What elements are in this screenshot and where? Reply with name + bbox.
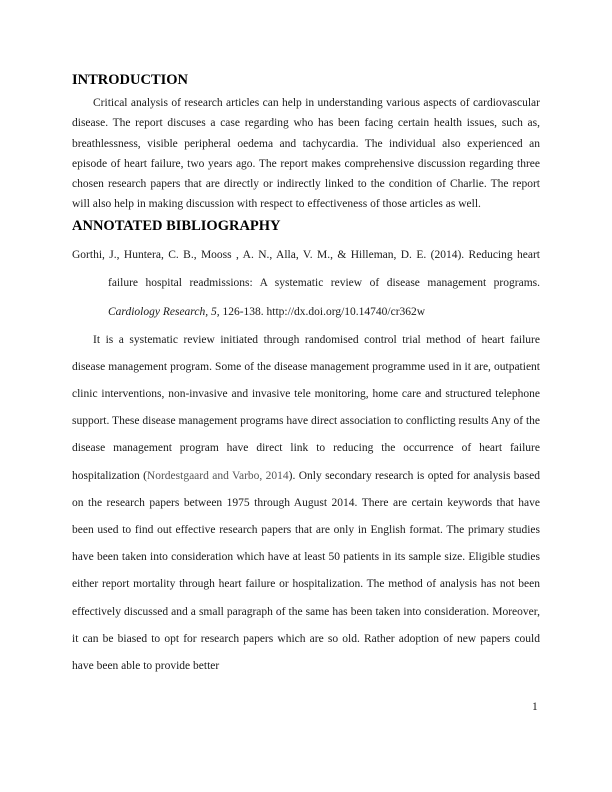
reference-details: 126-138. http://dx.doi.org/10.14740/cr362w xyxy=(222,305,426,318)
bibliography-reference xyxy=(72,241,540,327)
page-number: 1 xyxy=(532,701,538,713)
reference-journal: Cardiology Research, 5, xyxy=(108,305,220,318)
introduction-paragraph: Critical analysis of research articles can help in understanding various aspects of cardiovascular disease. The report discuses a case regarding who has been facing certain health issues, such as, breathlessness, visible peripheral oedema and tachycardia. The individual also experienced an episode of heart failure, two years ago. The report makes comprehensive discussion regarding three chosen research papers that are directly or indirectly linked to the condition of Charlie. The report will also help in making discussion with respect to effectiveness of those articles as well. xyxy=(72,97,540,211)
annotation-citation: Nordestgaard and Varbo, 2014 xyxy=(146,469,289,482)
reference-authors-title: Gorthi, J., Huntera, C. B., Mooss , A. N., Alla, V. M., & Hilleman, D. E. (2014). Reducing heart failure hospital readmissions: A systematic review of disease management programs. xyxy=(72,248,540,290)
annotation-text-part1: It is a systematic review initiated through randomised control trial method of heart failure disease management program. Some of the disease management programme used in it are, outpatient clinic interventions, non-invasive and invasive tele monitoring, home care and structured telephone support. These disease management programs have direct association to conflicting results Any of the disease management program have direct link to reducing the occurrence of heart failure hospitalization ( xyxy=(72,333,540,482)
annotation-text-part2: ). Only secondary research is opted for analysis based on the research papers between 1975 through August 2014. There are certain keywords that have been used to find out effective research papers that are only in English format. The primary studies have been taken into consideration which have at least 50 patients in its sample size. Eligible studies either report mortality through heart failure or hospitalization. The method of analysis has not been effectively discussed and a small paragraph of the same has been taken into consideration. Moreover, it can be biased to opt for research papers which are so old. Rather adoption of new papers could have been able to provide better xyxy=(72,469,540,672)
annotated-bibliography-heading: ANNOTATED BIBLIOGRAPHY xyxy=(72,217,281,234)
annotation-paragraph xyxy=(72,327,540,681)
introduction-heading: INTRODUCTION xyxy=(72,72,189,88)
page-content xyxy=(72,71,540,680)
